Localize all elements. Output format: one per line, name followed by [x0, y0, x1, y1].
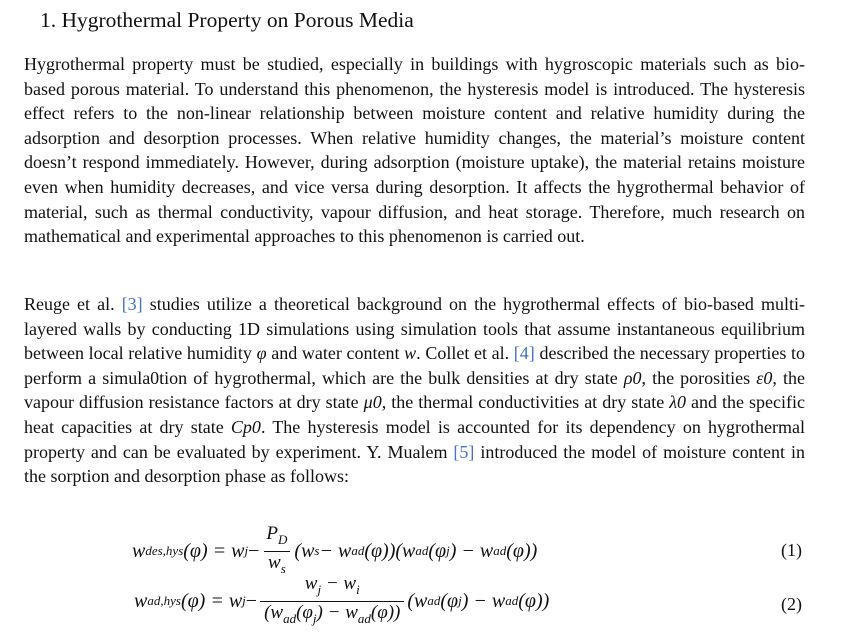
text: , the porosities	[641, 367, 757, 388]
eq-term: (φ) = w	[183, 539, 245, 562]
eq-sub: ad	[283, 610, 297, 626]
eq-term: (φ))	[518, 589, 550, 612]
eq-term: w	[268, 551, 281, 573]
eq-sub: des,hys	[145, 543, 184, 558]
text: studies utilize a theoretical background on the hygrothermal effects of bio-based multi-layered walls by conducting 1D simulations using simulation tools that assume instantaneous equilibrium between local relative humidity	[24, 294, 806, 364]
eq-op: −	[248, 539, 260, 562]
text: and water content	[266, 343, 405, 364]
eq-sub: j	[312, 610, 317, 626]
eq-term: P	[266, 522, 279, 544]
text: described the necessary properties to perform a simula0tion of hygrothermal, which are the bulk densities at dry state	[24, 343, 805, 388]
eq-sub: j	[317, 581, 322, 597]
eq-sub: j	[242, 593, 246, 608]
eq-sub: j	[446, 543, 450, 558]
eq-term: (φ) = w	[180, 589, 243, 612]
eq-term: ) − w	[461, 589, 506, 612]
eq-term: − w	[321, 572, 357, 594]
eq-sub: i	[356, 581, 360, 597]
text: introduced the model of moisture content in the sorption and desorption phase as follows:	[24, 441, 805, 487]
symbol-cp: Cp0	[230, 416, 261, 437]
eq-term: (φ))	[506, 539, 538, 562]
eq-term: w	[304, 572, 318, 594]
symbol-rho: ρ0	[623, 367, 642, 388]
paragraph-literature-review	[24, 292, 805, 489]
eq-term: (w	[264, 601, 284, 623]
eq-sub: ad	[415, 543, 429, 558]
citation-link-4[interactable]: [4]	[513, 343, 535, 364]
eq-sub: s	[314, 543, 320, 558]
eq-sub: D	[278, 531, 288, 547]
eq-term: (w	[407, 589, 428, 612]
equation-2	[0, 574, 846, 628]
eq-term: w	[134, 589, 148, 612]
eq-term: ) − w	[316, 601, 358, 623]
eq-term: (φ	[296, 601, 313, 623]
text: and the specific heat capacities at dry state	[24, 392, 806, 437]
equation-number: (1)	[781, 540, 802, 560]
eq-term: (φ	[440, 589, 459, 612]
eq-term: ) − w	[449, 539, 494, 562]
eq-fraction	[260, 573, 404, 630]
text: . The hysteresis model is accounted for its dependency on hygrothermal property and can be evaluated by experiment. Y. Mualem	[24, 416, 805, 462]
citation-link-5[interactable]: [5]	[453, 441, 475, 462]
eq-fraction	[262, 523, 291, 580]
eq-term: − w	[319, 539, 352, 562]
text: Reuge et al.	[24, 294, 122, 314]
eq-term: w	[132, 539, 146, 562]
eq-sub: ad	[427, 593, 441, 608]
symbol-phi: φ	[256, 343, 267, 364]
symbol-epsilon: ε0	[756, 367, 773, 388]
eq-sub: ad	[357, 610, 371, 626]
eq-sub: s	[280, 560, 286, 576]
text: . Collet et al.	[416, 343, 514, 364]
section-title: 1. Hygrothermal Property on Porous Media	[40, 8, 414, 32]
eq-sub: ad	[351, 543, 365, 558]
text: , the thermal conductivities at dry state	[381, 392, 670, 413]
eq-sub: ad	[505, 593, 519, 608]
symbol-lambda: λ0	[669, 392, 687, 413]
eq-sub: ad	[493, 543, 507, 558]
equation-1	[0, 522, 846, 576]
eq-sub: j	[458, 593, 462, 608]
eq-sub: ad,hys	[147, 593, 181, 608]
eq-term: (φ))	[370, 601, 401, 623]
equation-number: (2)	[781, 594, 802, 614]
text: , the vapour diffusion resistance factors at dry state	[24, 367, 805, 413]
paragraph-hysteresis-intro: Hygrothermal property must be studied, especially in buildings with hygroscopic materials such as bio-based porous material. To understand this phenomenon, the hysteresis model is introduced. The hysteresis effect refers to the non-linear relationship between moisture content and relative humidity during the adsorption and desorption processes. When relative humidity changes, the material’s moisture content doesn’t respond immediately. However, during adsorption (moisture uptake), the material retains moisture even when humidity decreases, and vice versa during desorption. It affects the hygrothermal behavior of material, such as thermal conductivity, vapour diffusion, and heat storage. Therefore, much research on mathematical and experimental approaches to this phenomenon is carried out.	[24, 54, 805, 247]
eq-sub: j	[244, 543, 249, 558]
symbol-w: w	[404, 343, 417, 364]
eq-term: (φ	[428, 539, 447, 562]
eq-term: (w	[294, 539, 315, 562]
eq-term: (φ))(w	[364, 539, 416, 562]
citation-link-3[interactable]: [3]	[121, 294, 143, 314]
eq-op: −	[245, 589, 258, 612]
symbol-mu: μ0	[363, 392, 382, 413]
